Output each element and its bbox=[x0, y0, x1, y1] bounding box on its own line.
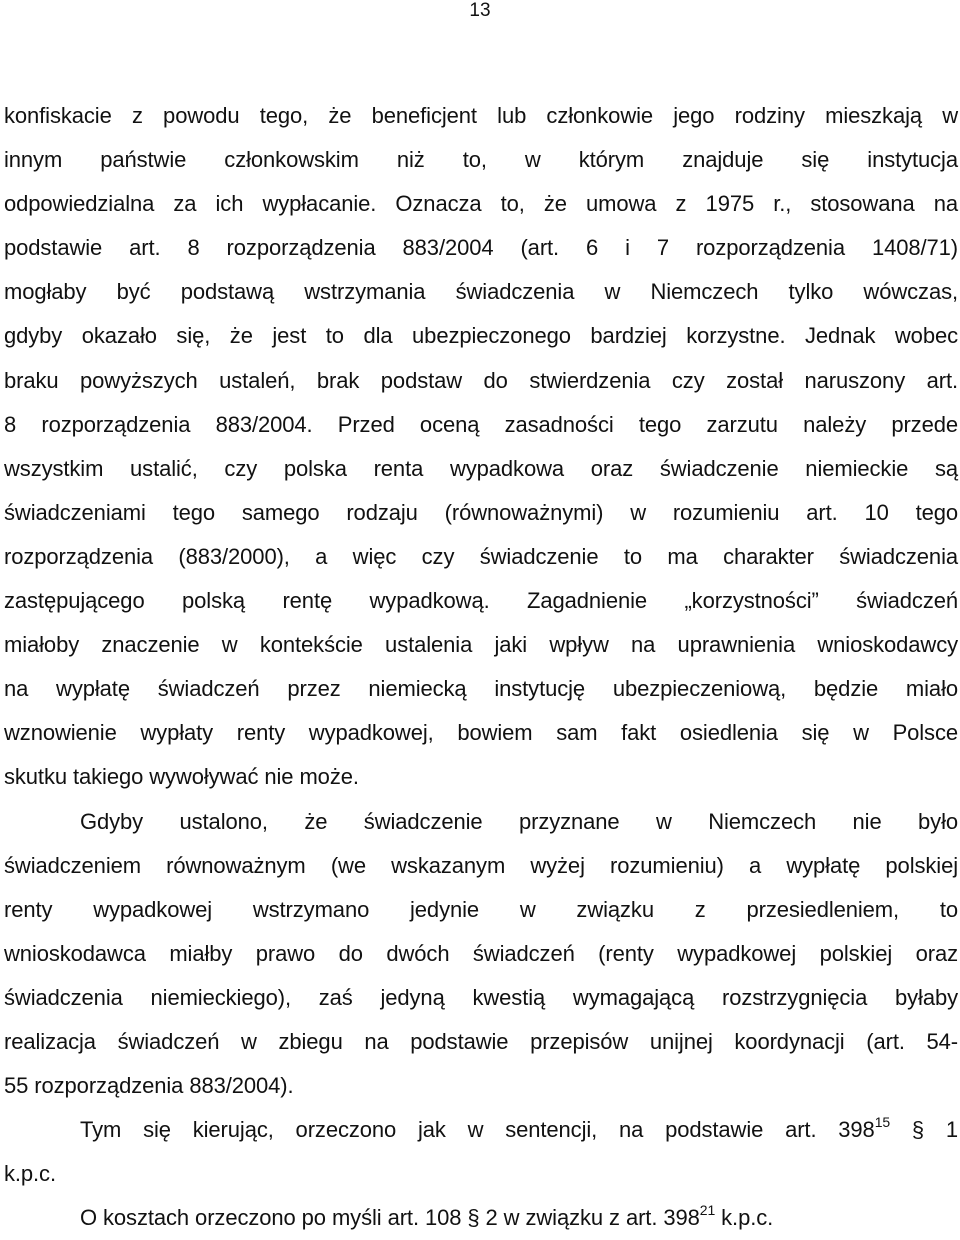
costs-text: O kosztach orzeczono po myśli art. 108 § 2 w związku z art. 398 bbox=[80, 1205, 700, 1231]
text-line: skutku takiego wywoływać nie może. bbox=[4, 764, 359, 790]
text-line: rozporządzenia (883/2000), a więc czy świadczenie to ma charakter świadczenia bbox=[4, 543, 958, 569]
text-line: realizacja świadczeń w zbiegu na podstawie przepisów unijnej koordynacji (art. 54- bbox=[4, 1028, 958, 1054]
text-line: świadczeniami tego samego rodzaju (równoważnymi) w rozumieniu art. 10 tego bbox=[4, 499, 958, 525]
legal-basis-line bbox=[4, 1108, 958, 1152]
text-line: innym państwie członkowskim niż to, w którym znajduje się instytucja bbox=[4, 147, 958, 173]
text-line: odpowiedzialna za ich wypłacanie. Oznacza to, że umowa z 1975 r., stosowana na bbox=[4, 191, 958, 217]
text-line: zastępującego polską rentę wypadkową. Zagadnienie „korzystności” świadczeń bbox=[4, 588, 958, 614]
text-line: wszystkim ustalić, czy polska renta wypadkowa oraz świadczenie niemieckie są bbox=[4, 455, 958, 481]
text-line: na wypłatę świadczeń przez niemiecką instytucję ubezpieczeniową, będzie miało bbox=[4, 676, 958, 702]
text-line: renty wypadkowej wstrzymano jedynie w związku z przesiedleniem, to bbox=[4, 896, 958, 922]
text-line: podstawie art. 8 rozporządzenia 883/2004 (art. 6 i 7 rozporządzenia 1408/71) bbox=[4, 235, 958, 261]
legal-basis-text-end: § 1 bbox=[911, 1117, 958, 1143]
text-line: miałoby znaczenie w kontekście ustalenia jaki wpływ na uprawnienia wnioskodawcy bbox=[4, 632, 958, 658]
text-line: 55 rozporządzenia 883/2004). bbox=[4, 1073, 294, 1099]
text-line: 8 rozporządzenia 883/2004. Przed oceną zasadności tego zarzutu należy przede bbox=[4, 411, 958, 437]
legal-basis-text: Tym się kierując, orzeczono jak w sentencji, na podstawie art. 398 bbox=[80, 1117, 875, 1143]
text-line: wznowienie wypłaty renty wypadkowej, bowiem sam fakt osiedlenia się w Polsce bbox=[4, 720, 958, 746]
page-number: 13 bbox=[469, 0, 491, 21]
text-line: świadczeniem równoważnym (we wskazanym wyżej rozumieniu) a wypłatę polskiej bbox=[4, 852, 958, 878]
text-line: braku powyższych ustaleń, brak podstaw do stwierdzenia czy został naruszony art. bbox=[4, 367, 958, 393]
text-line: wnioskodawca miałby prawo do dwóch świadczeń (renty wypadkowej polskiej oraz bbox=[4, 940, 958, 966]
superscript-number: 21 bbox=[699, 1202, 716, 1219]
superscript-number: 15 bbox=[874, 1114, 891, 1131]
paragraph-start-line: Gdyby ustalono, że świadczenie przyznane w Niemczech nie było bbox=[80, 808, 958, 834]
text-line: świadczenia niemieckiego), zaś jedyną kwestią wymagającą rozstrzygnięcia byłaby bbox=[4, 984, 958, 1010]
text-line: konfiskacie z powodu tego, że beneficjent lub członkowie jego rodziny mieszkają w bbox=[4, 103, 958, 128]
text-line: gdyby okazało się, że jest to dla ubezpieczonego bardziej korzystne. Jednak wobec bbox=[4, 323, 958, 349]
text-line: mogłaby być podstawą wstrzymania świadczenia w Niemczech tylko wówczas, bbox=[4, 279, 958, 305]
text-line: k.p.c. bbox=[4, 1161, 56, 1187]
document-body bbox=[4, 94, 958, 1240]
costs-line bbox=[4, 1196, 958, 1240]
costs-text-end: k.p.c. bbox=[715, 1205, 774, 1231]
